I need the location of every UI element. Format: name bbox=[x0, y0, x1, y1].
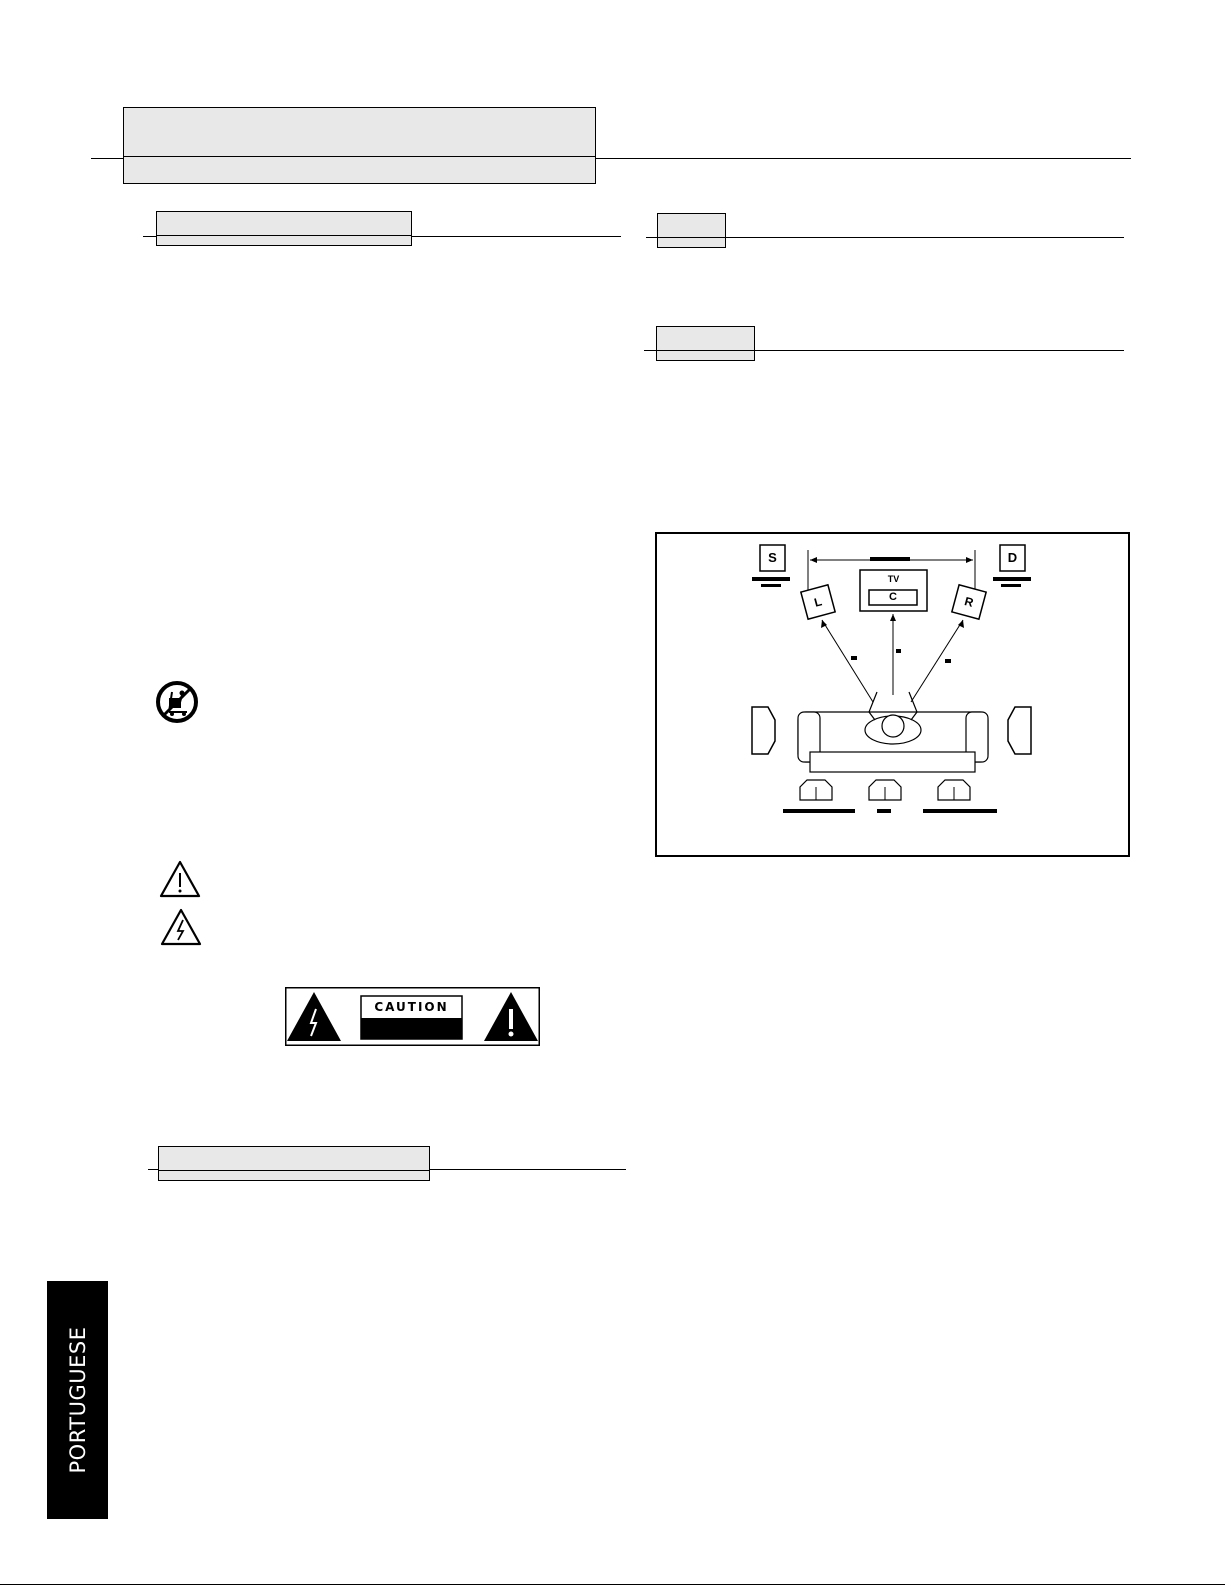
caution-label-text: CAUTION bbox=[374, 1000, 449, 1014]
center-speaker-label: C bbox=[889, 591, 897, 603]
tv-label: TV bbox=[887, 574, 900, 584]
cart-tipover-icon bbox=[155, 680, 199, 724]
lightning-warning-icon bbox=[159, 907, 203, 947]
caution-label bbox=[285, 987, 540, 1046]
section-header-right-2 bbox=[656, 326, 755, 361]
surround-right-label: D bbox=[1007, 550, 1018, 565]
front-right-speaker-label: R bbox=[962, 594, 975, 610]
language-tab-label: PORTUGUESE bbox=[65, 1326, 90, 1474]
section-header-left-2 bbox=[158, 1146, 430, 1181]
front-left-speaker-label: L bbox=[812, 594, 824, 610]
section-header-right-1 bbox=[657, 213, 726, 248]
section-header-left-1 bbox=[156, 211, 412, 246]
surround-left-label: S bbox=[768, 550, 777, 565]
speaker-placement-diagram bbox=[655, 532, 1130, 857]
exclamation-warning-icon bbox=[158, 859, 202, 899]
language-side-tab bbox=[47, 1281, 108, 1519]
header-title-box bbox=[123, 107, 596, 184]
